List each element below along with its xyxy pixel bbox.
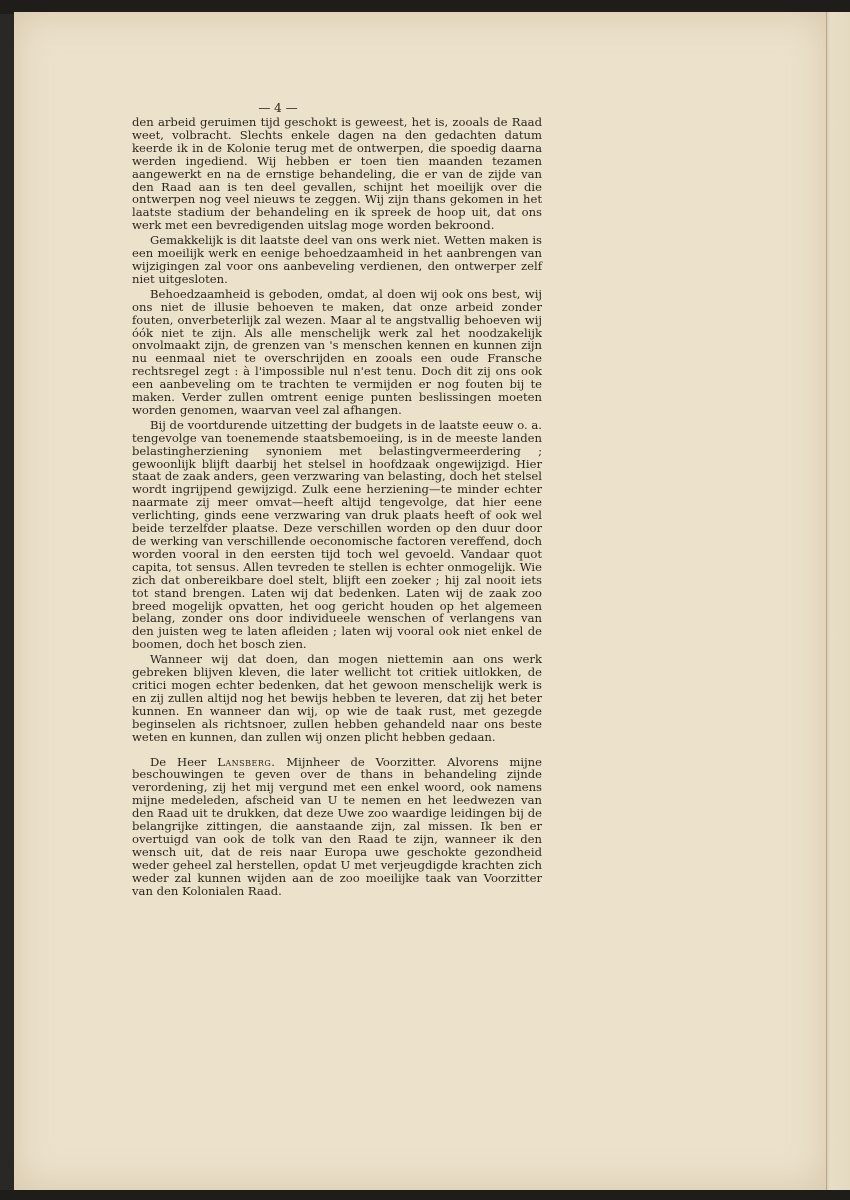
paragraph: Wanneer wij dat doen, dan mogen niettemin aan ons werk gebreken blijven kleven, die later wellicht tot critiek uitlokken, de critici mogen echter bedenken, dat het gewoon menschelijk werk is en zij zullen altijd nog het bewijs hebben te leveren, dat zij het beter kunnen. En wanneer dan wij, op wie de taak rust, met gezegde beginselen als richtsnoer, zullen hebben gehandeld naar ons beste weten en kunnen, dan zullen wij onzen plicht hebben gedaan. xyxy=(132,652,542,744)
speech-paragraph xyxy=(132,756,542,898)
paragraph: Bij de voortdurende uitzetting der budgets in de laatste eeuw o. a. tengevolge van toenemende staatsbemoeiing, is in de meeste landen belastingherziening synoniem met belastingvermeerdering ; gewoonlijk blijft daarbij het stelsel in hoofdzaak ongewijzigd. Hier staat de zaak anders, geen verzwaring van belasting, doch het stelsel wordt ingrijpend gewijzigd. Zulk eene herziening—te minder echter naarmate zij meer omvat—heeft altijd tengevolge, dat hier eene verlichting, ginds eene verzwaring van druk plaats heeft of ook wel beide terzelfder plaatse. Deze verschillen worden op den duur door de werking van verschillende oeconomische factoren vereffend, doch worden vooral in den eersten tijd toch wel gevoeld. Vandaar quot capita, tot sensus. Allen tevreden te stellen is echter onmogelijk. Wie zich dat onbereikbare doel stelt, blijft een zoeker ; hij zal nooit iets tot stand brengen. Laten wij dat bedenken. Laten wij de zaak zoo breed mogelijk opvatten, het oog gericht houden op het algemeen belang, zonder ons door individueele wenschen of verlangens van den juisten weg te laten afleiden ; laten wij vooral ook niet enkel de boomen, doch het bosch zien. xyxy=(132,417,542,652)
paragraph: Behoedzaamheid is geboden, omdat, al doen wij ook ons best, wij ons niet de illusie behoeven te maken, dat onze arbeid zonder fouten, onverbeterlijk zal wezen. Maar al te angstvallig behoeven wij óók niet te zijn. Als alle menschelijk werk zal het noodzakelijk onvolmaakt zijn, de grenzen van 's menschen kennen en kunnen zijn nu eenmaal niet te overschrijden en zooals een oude Fransche rechtsregel zegt : à l'impossible nul n'est tenu. Doch dit zij ons ook een aanbeveling om te trachten te vermijden er nog fouten bij te maken. Verder zullen omtrent eenige punten beslissingen moeten worden genomen, waarvan veel zal afhangen. xyxy=(132,286,542,417)
next-page-edge xyxy=(826,12,850,1190)
document-page xyxy=(14,12,826,1190)
scan-background-bottom xyxy=(0,1190,850,1200)
text-column xyxy=(132,116,542,899)
paragraph: den arbeid geruimen tijd geschokt is geweest, het is, zooals de Raad weet, volbracht. Slechts enkele dagen na den gedachten datum keerde ik in de Kolonie terug met de ontwerpen, die spoedig daarna werden ingediend. Wij hebben er toen tien maanden tezamen aangewerkt en na de ernstige behandeling, die er van de zijde van den Raad aan is ten deel gevallen, schijnt het moeilijk over die ontwerpen nog veel nieuws te zeggen. Wij zijn thans gekomen in het laatste stadium der behandeling en ik spreek de hoop uit, dat ons werk met een bevredigenden uitslag moge worden bekroond. xyxy=(132,115,542,233)
page-number: — 4 — xyxy=(258,101,298,115)
paragraph: Gemakkelijk is dit laatste deel van ons werk niet. Wetten maken is een moeilijk werk en eenige behoedzaamheid in het aanbrengen van wijzigingen zal voor ons aanbeveling verdienen, den ontwerper zelf niet uitgesloten. xyxy=(132,233,542,286)
speech-text: Mijnheer de Voorzitter. Alvorens mijne beschouwingen te geven over de thans in behandeling zijnde verordening, zij het mij vergund met een enkel woord, ook namens mijne medeleden, afscheid van U te nemen en het leedwezen van den Raad uit te drukken, dat deze Uwe zoo waardige leidingen bij de belangrijke zittingen, die aanstaande zijn, zal missen. Ik ben er overtuigd van ook de tolk van den Raad te zijn, wanneer ik den wensch uit, dat de reis naar Europa uwe geschokte gezondheid weder geheel zal herstellen, opdat U met verjeugdigde krachten zich weder zal kunnen wijden aan de zoo moeilijke taak van Voorzitter van den Kolonialen Raad. xyxy=(132,754,543,898)
speech-prefix: De Heer xyxy=(150,754,207,769)
speaker-name: Lansberg. xyxy=(217,754,276,769)
